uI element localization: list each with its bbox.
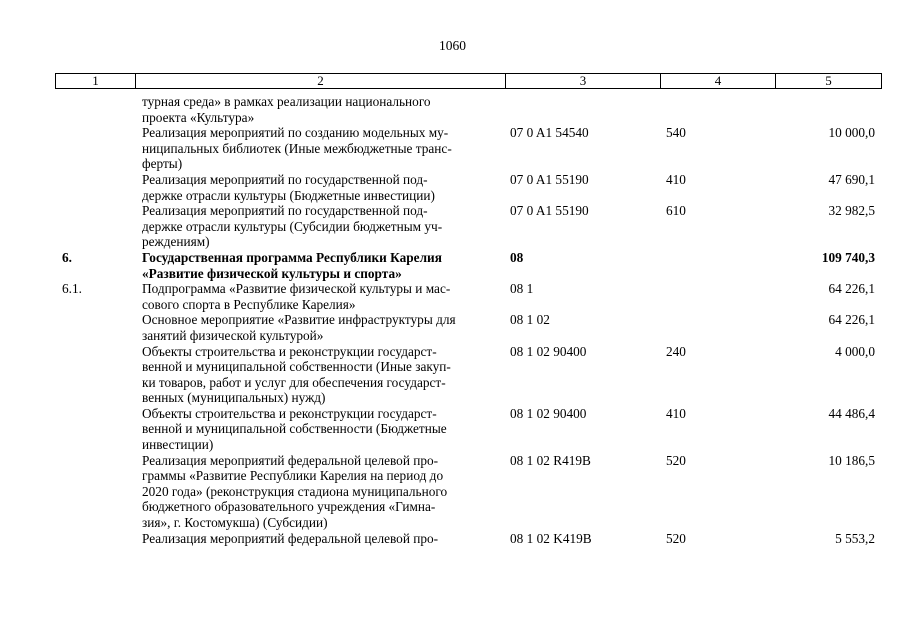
description-line: Реализация мероприятий федеральной целевой про- (142, 452, 439, 468)
row-expense-type: 520 (666, 452, 686, 468)
column-header-5: 5 (776, 74, 882, 89)
description-line: держке отрасли культуры (Бюджетные инвестиции) (142, 187, 435, 203)
table-row (55, 125, 881, 172)
description-line: «Развитие физической культуры и спорта» (142, 265, 402, 281)
description-line: венной и муниципальной собственности (Бюджетные (142, 421, 447, 437)
row-description (142, 125, 502, 172)
description-line: Реализация мероприятий по государственной под- (142, 203, 428, 219)
column-header-1: 1 (56, 74, 136, 89)
row-amount: 10 000,0 (828, 125, 875, 141)
table-row (55, 453, 881, 531)
row-number: 6.1. (62, 281, 82, 297)
row-expense-type: 240 (666, 343, 686, 359)
row-expense-type: 410 (666, 405, 686, 421)
description-line: Реализация мероприятий федеральной целевой про- (142, 530, 439, 546)
description-line: граммы «Развитие Республики Карелия на период до (142, 468, 444, 484)
row-amount: 64 226,1 (828, 281, 875, 297)
row-target-code: 08 1 (510, 281, 534, 297)
row-description (142, 406, 502, 453)
description-line: венной и муниципальной собственности (Иные закуп- (142, 359, 451, 375)
table-row (55, 94, 881, 125)
description-line: Реализация мероприятий по государственной под- (142, 171, 428, 187)
row-target-code: 08 1 02 R419B (510, 452, 591, 468)
table-row (55, 344, 881, 406)
description-line: венных (муниципальных) нужд) (142, 390, 326, 406)
description-line: Государственная программа Республики Карелия (142, 249, 442, 265)
row-description (142, 94, 502, 125)
row-expense-type: 520 (666, 530, 686, 546)
row-target-code: 08 1 02 90400 (510, 405, 587, 421)
table-row (55, 406, 881, 453)
column-header-4: 4 (661, 74, 776, 89)
description-line: сового спорта в Республике Карелия» (142, 296, 356, 312)
description-line: ферты) (142, 156, 183, 172)
description-line: проекта «Культура» (142, 109, 255, 125)
table-row (55, 250, 881, 281)
table-body (55, 94, 881, 546)
row-amount: 64 226,1 (828, 312, 875, 328)
row-expense-type: 610 (666, 203, 686, 219)
table-row (55, 531, 881, 547)
row-description (142, 312, 502, 343)
row-description (142, 203, 502, 250)
row-description (142, 250, 502, 281)
row-target-code: 08 1 02 (510, 312, 550, 328)
column-header-3: 3 (506, 74, 661, 89)
description-line: 2020 года» (реконструкция стадиона муниципального (142, 483, 448, 499)
row-target-code: 08 (510, 249, 524, 265)
table-header (55, 73, 882, 89)
description-line: ниципальных библиотек (Иные межбюджетные транс- (142, 140, 452, 156)
description-line: бюджетного образовательного учреждения «Гимна- (142, 499, 436, 515)
row-description (142, 531, 502, 547)
row-amount: 44 486,4 (828, 405, 875, 421)
row-expense-type: 410 (666, 171, 686, 187)
column-header-2: 2 (136, 74, 506, 89)
table-row (55, 281, 881, 312)
row-amount: 109 740,3 (821, 249, 875, 265)
description-line: ки товаров, работ и услуг для обеспечения государст- (142, 374, 446, 390)
description-line: Реализация мероприятий по созданию модельных му- (142, 125, 449, 141)
description-line: инвестиции) (142, 437, 214, 453)
description-line: Подпрограмма «Развитие физической культуры и мас- (142, 281, 451, 297)
row-target-code: 07 0 A1 55190 (510, 203, 589, 219)
table-row (55, 203, 881, 250)
row-target-code: 08 1 02 K419B (510, 530, 592, 546)
row-target-code: 07 0 A1 54540 (510, 125, 589, 141)
row-amount: 32 982,5 (828, 203, 875, 219)
page-number: 1060 (439, 38, 466, 53)
row-amount: 5 553,2 (835, 530, 875, 546)
description-line: Объекты строительства и реконструкции государст- (142, 343, 437, 359)
description-line: Объекты строительства и реконструкции государст- (142, 405, 437, 421)
description-line: держке отрасли культуры (Субсидии бюджетным уч- (142, 218, 443, 234)
description-line: турная среда» в рамках реализации национального (142, 94, 431, 109)
row-expense-type: 540 (666, 125, 686, 141)
table-row (55, 172, 881, 203)
row-description (142, 281, 502, 312)
table-row (55, 312, 881, 343)
row-description (142, 344, 502, 406)
row-amount: 47 690,1 (828, 171, 875, 187)
row-number: 6. (62, 249, 72, 265)
description-line: реждениям) (142, 234, 210, 250)
description-line: занятий физической культурой» (142, 327, 324, 343)
row-description (142, 172, 502, 203)
row-target-code: 07 0 A1 55190 (510, 171, 589, 187)
row-amount: 4 000,0 (835, 343, 875, 359)
description-line: зия», г. Костомукша) (Субсидии) (142, 515, 328, 531)
description-line: Основное мероприятие «Развитие инфраструктуры для (142, 312, 456, 328)
row-description (142, 453, 502, 531)
row-target-code: 08 1 02 90400 (510, 343, 587, 359)
row-amount: 10 186,5 (828, 452, 875, 468)
